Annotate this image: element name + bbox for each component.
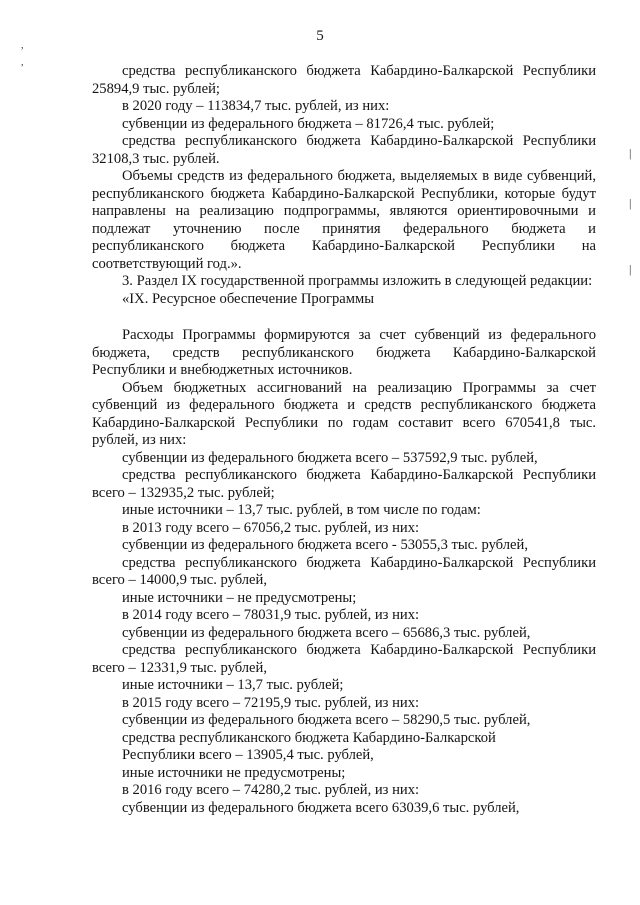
paragraph: в 2020 году – 113834,7 тыс. рублей, из них: (122, 98, 390, 114)
paragraph: в 2014 году всего – 78031,9 тыс. рублей, из них: (122, 607, 420, 623)
paragraph: средства республиканского бюджета Кабардино-Балкарской (122, 729, 496, 746)
paragraph: субвенции из федерального бюджета всего 63039,6 тыс. рублей, (122, 799, 520, 816)
paragraph: средства республиканского бюджета Кабардино-Балкарской Республики 25894,9 тыс. рублей; (92, 63, 596, 97)
paragraph: Объем бюджетных ассигнований на реализацию Программы за счет субвенций из федерального бюджета и средств республиканского бюджета Кабардино-Балкарской Республики по годам составит всего 670541,8 тыс. рублей, из них: (92, 379, 596, 448)
paragraph: в 2013 году всего – 67056,2 тыс. рублей, из них: (122, 519, 420, 536)
page-number: 5 (316, 28, 324, 44)
paragraph: средства республиканского бюджета Кабардино-Балкарской Республики 32108,3 тыс. рублей. (92, 133, 596, 167)
paragraph: 3. Раздел IX государственной программы изложить в следующей редакции: (122, 273, 593, 289)
paragraph: Объемы средств из федерального бюджета, выделяемых в виде субвенций, республиканского бюджета Кабардино-Балкарской Республики, которые будут направлены на реализацию подпрограммы, являются ориентировочными и подлежат уточнению после принятия федерального бюджета и республиканского бюджета Кабардино-Балкарской Республики на соответствующий год.». (92, 168, 596, 272)
paragraph: субвенции из федерального бюджета всего – 65686,3 тыс. рублей, (122, 624, 531, 641)
document-body (92, 63, 596, 817)
paragraph: иные источники не предусмотрены; (122, 764, 346, 781)
paragraph: в 2016 году всего – 74280,2 тыс. рублей, из них: (122, 782, 420, 798)
paragraph: иные источники – 13,7 тыс. рублей, в том числе по годам: (122, 502, 481, 518)
paragraph: средства республиканского бюджета Кабардино-Балкарской Республики всего – 12331,9 тыс. рублей, (92, 642, 596, 676)
paragraph: Республики всего – 13905,4 тыс. рублей, (122, 747, 374, 763)
paragraph: в 2015 году всего – 72195,9 тыс. рублей, из них: (122, 694, 420, 711)
margin-mark: | (629, 196, 632, 210)
paragraph: иные источники – не предусмотрены; (122, 589, 357, 606)
paragraph: иные источники – 13,7 тыс. рублей; (122, 677, 344, 693)
paragraph: Расходы Программы формируются за счет субвенций из федерального бюджета, средств республиканского бюджета Кабардино-Балкарской Республики и внебюджетных источников. (92, 327, 596, 378)
paragraph: субвенции из федерального бюджета – 81726,4 тыс. рублей; (122, 115, 495, 132)
section-heading: «IX. Ресурсное обеспечение Программы (122, 290, 375, 307)
paragraph: субвенции из федерального бюджета всего – 537592,9 тыс. рублей, (122, 449, 538, 466)
margin-mark: | (629, 146, 632, 160)
margin-mark: , (21, 57, 24, 68)
margin-mark: | (629, 262, 632, 276)
margin-mark: , (21, 40, 24, 51)
paragraph: средства республиканского бюджета Кабардино-Балкарской Республики всего – 132935,2 тыс. рублей; (92, 467, 596, 501)
paragraph: субвенции из федерального бюджета всего – 58290,5 тыс. рублей, (122, 712, 531, 728)
spacer (92, 308, 596, 327)
paragraph: субвенции из федерального бюджета всего - 53055,3 тыс. рублей, (122, 537, 528, 553)
paragraph: средства республиканского бюджета Кабардино-Балкарской Республики всего – 14000,9 тыс. рублей, (92, 554, 596, 588)
